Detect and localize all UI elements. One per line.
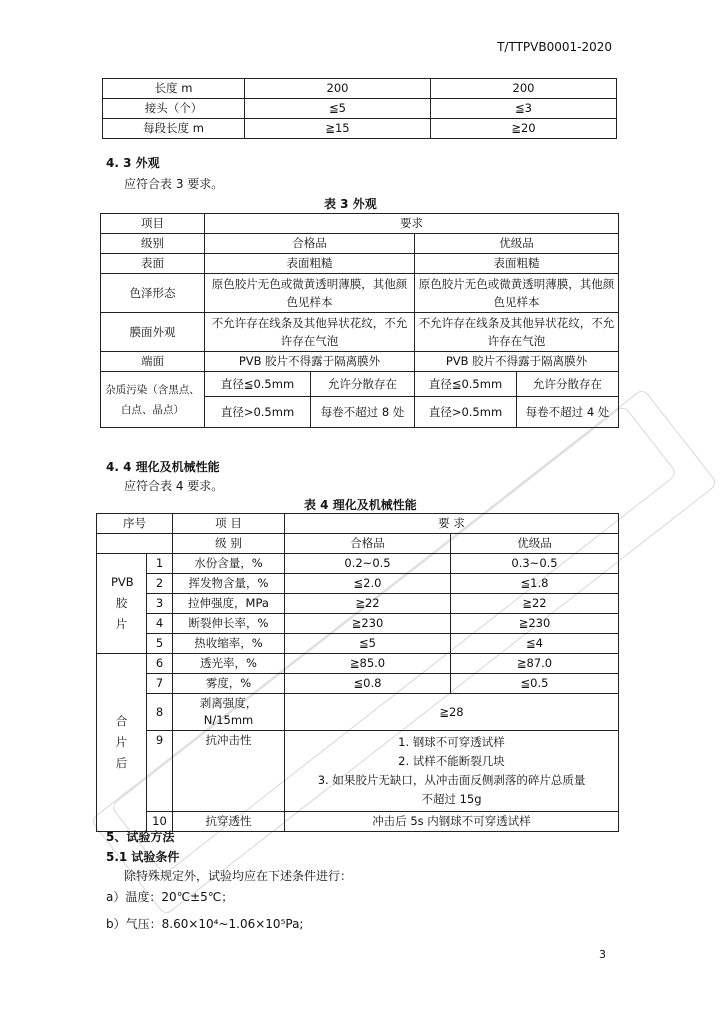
table-cell: 200: [431, 79, 617, 99]
table-row: [97, 731, 619, 812]
table-cell: ≧85.0: [285, 654, 451, 674]
table-cell: 级别: [101, 234, 205, 254]
table-cell: 冲击后 5s 内钢球不可穿透试样: [285, 812, 619, 832]
table-row: [97, 812, 619, 832]
table-cell: 合格品: [285, 534, 451, 554]
table-cell: 2: [147, 574, 173, 594]
table-cell: 每卷不超过 8 处: [311, 397, 415, 428]
document-code: T/TTPVB0001-2020: [497, 40, 612, 54]
table-cell: 0.2~0.5: [285, 554, 451, 574]
table-cell: 原色胶片无色或微黄透明薄膜，其他颜色见样本: [205, 274, 415, 313]
table-cell: 项 目: [173, 514, 285, 534]
table-cell: 1: [147, 554, 173, 574]
table-cell: ≧22: [285, 594, 451, 614]
condition-b: b）气压：8.60×10⁴~1.06×10⁵Pa;: [106, 917, 304, 931]
table-cell: 断裂伸长率，%: [173, 614, 285, 634]
table-row: [97, 674, 619, 694]
table-row: [101, 313, 619, 352]
table-cell: [285, 731, 619, 812]
table-cell: ≦4: [451, 634, 619, 654]
table-row: [101, 254, 619, 274]
table-cell: 拉伸强度，MPa: [173, 594, 285, 614]
table-cell: PVB 胶 片: [97, 554, 147, 654]
table-cell: 0.3~0.5: [451, 554, 619, 574]
table-row: [97, 534, 619, 554]
table-cell: 允许分散存在: [517, 372, 619, 397]
table-cell: 要求: [205, 214, 619, 234]
page-number: 3: [599, 948, 606, 961]
table-cell: 7: [147, 674, 173, 694]
table-row: [103, 99, 617, 119]
table-cell: ≧20: [431, 119, 617, 139]
table-cell: ≦1.8: [451, 574, 619, 594]
table-cell: 杂质污染（含黑点、白点、晶点）: [101, 372, 205, 428]
table-cell: ≧22: [451, 594, 619, 614]
table-cell: 3: [147, 594, 173, 614]
table-cell: 合 片 后: [97, 654, 147, 832]
section-heading-5-1: 5.1 试验条件: [106, 850, 180, 864]
table-cell: ≦0.8: [285, 674, 451, 694]
table-cell: 允许分散存在: [311, 372, 415, 397]
table-3-appearance: [100, 213, 619, 428]
table-row: [103, 119, 617, 139]
table-row: [101, 214, 619, 234]
table-cell: 要 求: [285, 514, 619, 534]
table-cell: 表面: [101, 254, 205, 274]
table-cell: 6: [147, 654, 173, 674]
table-row: [97, 654, 619, 674]
table-cell: 每段长度 m: [103, 119, 245, 139]
impact-line-1: 1. 钢球不可穿透试样: [398, 735, 505, 749]
table-cell: 挥发物含量，%: [173, 574, 285, 594]
impact-line-4: 不超过 15g: [421, 792, 482, 806]
table-cell: ≦5: [285, 634, 451, 654]
table-cell: 优级品: [451, 534, 619, 554]
impact-line-2: 2. 试样不能断裂几块: [398, 754, 505, 768]
section-4-4-text: 应符合表 4 要求。: [124, 479, 224, 493]
table-cell: 直径≦0.5mm: [205, 372, 311, 397]
table-cell: 端面: [101, 352, 205, 372]
table-cell: 表面粗糙: [415, 254, 619, 274]
table-row: [101, 352, 619, 372]
table-row: [97, 634, 619, 654]
table-cell: 合格品: [205, 234, 415, 254]
table-cell: 直径>0.5mm: [205, 397, 311, 428]
section-5-1-text: 除特殊规定外，试验均应在下述条件进行：: [124, 869, 353, 883]
table-row: [97, 594, 619, 614]
table-cell: 直径>0.5mm: [415, 397, 517, 428]
table-cell: 雾度，%: [173, 674, 285, 694]
table-cell: 原色胶片无色或微黄透明薄膜，其他颜色见样本: [415, 274, 619, 313]
table-cell: 200: [245, 79, 431, 99]
table-cell: 抗穿透性: [173, 812, 285, 832]
table-4-caption: 表 4 理化及机械性能: [304, 498, 417, 512]
table-cell: 直径≦0.5mm: [415, 372, 517, 397]
table-cell: ≧87.0: [451, 654, 619, 674]
table-cell: 表面粗糙: [205, 254, 415, 274]
table-cell: 8: [147, 694, 173, 731]
table-cell: 9: [147, 731, 173, 812]
table-cell: 剥离强度，N/15mm: [173, 694, 285, 731]
table-cell: ≦0.5: [451, 674, 619, 694]
table-cell: 5: [147, 634, 173, 654]
table-row: [101, 234, 619, 254]
table-cell: 优级品: [415, 234, 619, 254]
table-cell: 色泽形态: [101, 274, 205, 313]
table-cell: ≦2.0: [285, 574, 451, 594]
table-cell: 级 别: [173, 534, 285, 554]
table-row: [97, 694, 619, 731]
table-4-properties: [96, 513, 619, 832]
table-cell: ≦3: [431, 99, 617, 119]
table-cell: ≧15: [245, 119, 431, 139]
table-cell: 抗冲击性: [173, 731, 285, 812]
table-row: [97, 614, 619, 634]
table-cell: ≧28: [285, 694, 619, 731]
table-cell: 热收缩率，%: [173, 634, 285, 654]
table-cell: 长度 m: [103, 79, 245, 99]
table-cell: ≦5: [245, 99, 431, 119]
impact-line-3: 3. 如果胶片无缺口，从冲击面反侧剥落的碎片总质量: [317, 773, 586, 787]
table-cell: 透光率，%: [173, 654, 285, 674]
table-cell: 不允许存在线条及其他异状花纹，不允许存在气泡: [415, 313, 619, 352]
table-cell: PVB 胶片不得露于隔离膜外: [415, 352, 619, 372]
table-row: [97, 514, 619, 534]
table-row: [97, 574, 619, 594]
table-cell: 每卷不超过 4 处: [517, 397, 619, 428]
table-cell: 膜面外观: [101, 313, 205, 352]
section-4-3-text: 应符合表 3 要求。: [124, 177, 224, 191]
table-cell: 不允许存在线条及其他异状花纹，不允许存在气泡: [205, 313, 415, 352]
section-heading-4-3: 4. 3 外观: [106, 156, 160, 170]
section-heading-4-4: 4. 4 理化及机械性能: [106, 460, 220, 474]
table-cell: 水份含量，%: [173, 554, 285, 574]
table-row: [101, 274, 619, 313]
table-cell: 接头（个）: [103, 99, 245, 119]
condition-a: a）温度：20℃±5℃；: [106, 890, 234, 904]
table-cell: [97, 534, 173, 554]
table-top-continuation: [102, 78, 617, 139]
table-cell: 序号: [97, 514, 173, 534]
table-cell: 4: [147, 614, 173, 634]
table-row: [97, 554, 619, 574]
table-cell: PVB 胶片不得露于隔离膜外: [205, 352, 415, 372]
table-row: [101, 372, 619, 397]
table-row: [103, 79, 617, 99]
table-cell: 项目: [101, 214, 205, 234]
section-heading-5: 5、试验方法: [106, 830, 175, 844]
table-cell: ≧230: [451, 614, 619, 634]
table-cell: 10: [147, 812, 173, 832]
table-3-caption: 表 3 外观: [324, 197, 377, 211]
table-cell: ≧230: [285, 614, 451, 634]
